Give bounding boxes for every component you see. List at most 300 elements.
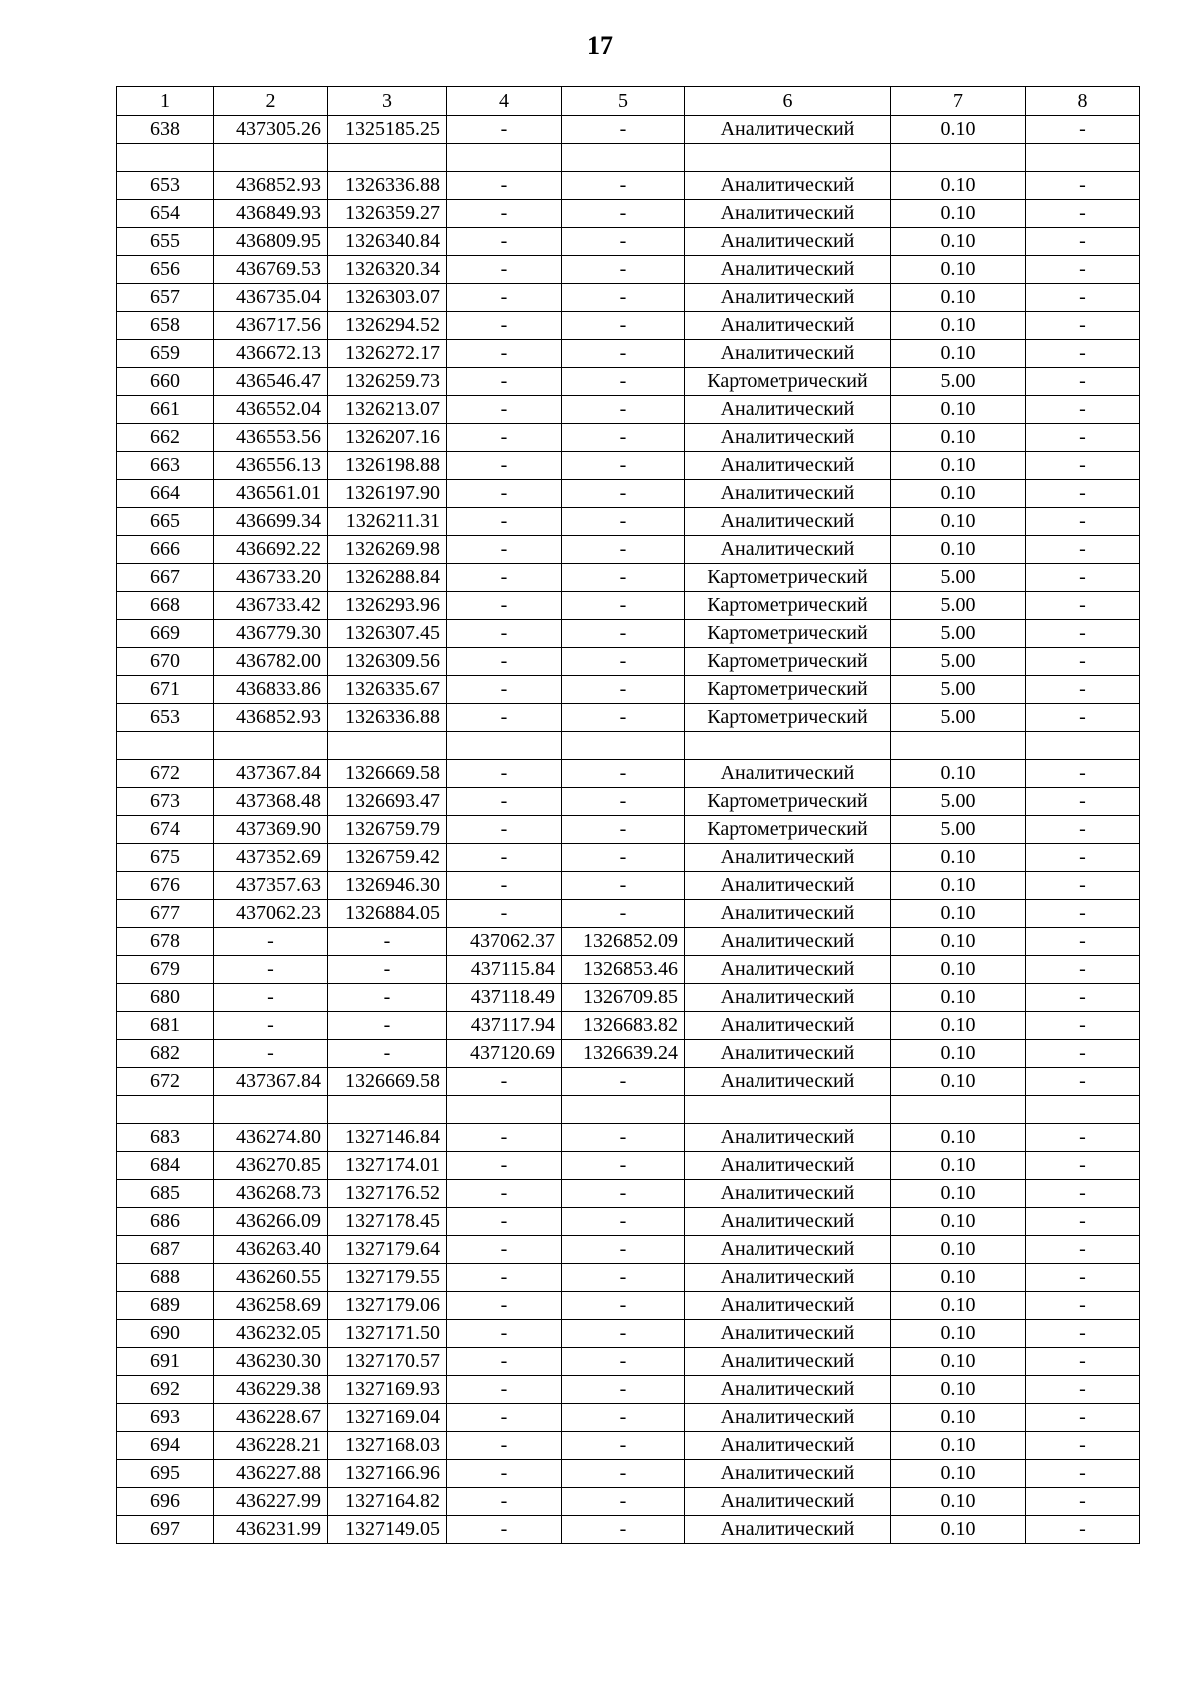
table-cell: 655 [117, 228, 214, 256]
table-cell [447, 144, 562, 172]
table-cell: - [447, 760, 562, 788]
table-cell: - [562, 228, 685, 256]
table-cell: - [214, 1012, 328, 1040]
table-cell: 1327169.93 [328, 1376, 447, 1404]
table-row [117, 620, 1140, 648]
table-cell: - [447, 1516, 562, 1544]
table-cell: 0.10 [891, 312, 1026, 340]
table-cell: - [447, 1404, 562, 1432]
table-cell [214, 1096, 328, 1124]
table-cell: 436852.93 [214, 704, 328, 732]
table-cell: 1326269.98 [328, 536, 447, 564]
table-cell: - [562, 872, 685, 900]
table-cell: Аналитический [685, 1376, 891, 1404]
column-header-1: 1 [117, 87, 214, 116]
table-cell: - [562, 200, 685, 228]
table-cell: - [447, 564, 562, 592]
table-row [117, 1124, 1140, 1152]
table-cell: - [1026, 1516, 1140, 1544]
table-cell: 672 [117, 760, 214, 788]
table-cell: 436733.20 [214, 564, 328, 592]
table-cell: - [562, 900, 685, 928]
table-cell: Аналитический [685, 1012, 891, 1040]
table-cell: 1326359.27 [328, 200, 447, 228]
table-cell: 0.10 [891, 1152, 1026, 1180]
table-cell: 690 [117, 1320, 214, 1348]
table-row [117, 872, 1140, 900]
table-cell: 1327178.45 [328, 1208, 447, 1236]
table-row [117, 396, 1140, 424]
table-cell: - [447, 704, 562, 732]
table-cell: - [447, 480, 562, 508]
table-cell: - [447, 536, 562, 564]
table-cell: - [562, 1152, 685, 1180]
table-cell: 694 [117, 1432, 214, 1460]
table-cell: - [1026, 676, 1140, 704]
table-cell: 436274.80 [214, 1124, 328, 1152]
table-cell: - [328, 984, 447, 1012]
table-cell: Аналитический [685, 1236, 891, 1264]
table-cell: - [562, 368, 685, 396]
table-cell: 661 [117, 396, 214, 424]
table-cell: - [447, 844, 562, 872]
table-cell: 437368.48 [214, 788, 328, 816]
table-row [117, 1264, 1140, 1292]
table-cell: - [447, 396, 562, 424]
table-cell: 1326288.84 [328, 564, 447, 592]
table-cell: - [1026, 1348, 1140, 1376]
table-cell: 667 [117, 564, 214, 592]
table-cell: 436733.42 [214, 592, 328, 620]
table-row [117, 228, 1140, 256]
table-cell: 672 [117, 1068, 214, 1096]
table-cell: 1326309.56 [328, 648, 447, 676]
table-cell: - [1026, 984, 1140, 1012]
table-cell: 0.10 [891, 452, 1026, 480]
table-cell: 1326294.52 [328, 312, 447, 340]
table-cell: 1326946.30 [328, 872, 447, 900]
table-cell: 697 [117, 1516, 214, 1544]
table-cell: Аналитический [685, 1124, 891, 1152]
table-row [117, 704, 1140, 732]
table-cell: - [447, 1460, 562, 1488]
table-cell: 695 [117, 1460, 214, 1488]
table-cell: 436561.01 [214, 480, 328, 508]
table-cell [1026, 144, 1140, 172]
table-cell: - [1026, 424, 1140, 452]
table-cell: 5.00 [891, 676, 1026, 704]
table-cell: 691 [117, 1348, 214, 1376]
table-cell: - [447, 1376, 562, 1404]
table-row [117, 648, 1140, 676]
table-cell: 1326853.46 [562, 956, 685, 984]
table-cell: 0.10 [891, 1488, 1026, 1516]
table-row [117, 480, 1140, 508]
table-cell: - [562, 284, 685, 312]
table-cell: - [447, 284, 562, 312]
table-cell: 681 [117, 1012, 214, 1040]
table-cell: 1327179.06 [328, 1292, 447, 1320]
table-cell: Аналитический [685, 256, 891, 284]
table-cell: - [562, 1488, 685, 1516]
table-cell: 1326335.67 [328, 676, 447, 704]
table-cell: 436232.05 [214, 1320, 328, 1348]
table-cell [214, 144, 328, 172]
table-row [117, 564, 1140, 592]
table-cell: - [562, 1292, 685, 1320]
table-cell: 0.10 [891, 928, 1026, 956]
table-header-row [117, 87, 1140, 116]
table-cell: Аналитический [685, 424, 891, 452]
table-row [117, 900, 1140, 928]
table-cell: - [214, 956, 328, 984]
table-cell [117, 1096, 214, 1124]
table-cell: 696 [117, 1488, 214, 1516]
table-cell: 662 [117, 424, 214, 452]
table-cell: 659 [117, 340, 214, 368]
table-cell: 436258.69 [214, 1292, 328, 1320]
table-cell: 1326336.88 [328, 172, 447, 200]
table-cell: - [447, 1236, 562, 1264]
table-separator-row [117, 144, 1140, 172]
table-cell: - [562, 816, 685, 844]
table-cell: 1327170.57 [328, 1348, 447, 1376]
table-cell: 1325185.25 [328, 116, 447, 144]
table-cell: 0.10 [891, 116, 1026, 144]
table-cell: 437367.84 [214, 1068, 328, 1096]
table-row [117, 452, 1140, 480]
table-cell: 436699.34 [214, 508, 328, 536]
table-cell: 0.10 [891, 844, 1026, 872]
table-cell: 657 [117, 284, 214, 312]
table-cell: - [562, 1348, 685, 1376]
table-row [117, 1460, 1140, 1488]
table-cell: 436227.99 [214, 1488, 328, 1516]
table-cell: Картометрический [685, 816, 891, 844]
table-cell: - [447, 228, 562, 256]
table-cell: 437120.69 [447, 1040, 562, 1068]
table-cell: - [562, 480, 685, 508]
table-cell: 1326293.96 [328, 592, 447, 620]
table-cell: 674 [117, 816, 214, 844]
table-cell: 1327174.01 [328, 1152, 447, 1180]
table-cell: 692 [117, 1376, 214, 1404]
table-cell: - [447, 872, 562, 900]
table-cell: 437369.90 [214, 816, 328, 844]
table-cell: Аналитический [685, 200, 891, 228]
table-row [117, 368, 1140, 396]
table-cell: - [1026, 1068, 1140, 1096]
table-cell: - [1026, 564, 1140, 592]
table-cell: 437062.37 [447, 928, 562, 956]
table-cell: 676 [117, 872, 214, 900]
table-cell: - [1026, 1040, 1140, 1068]
table-cell: Аналитический [685, 1516, 891, 1544]
table-cell: 0.10 [891, 1208, 1026, 1236]
table-cell: - [562, 508, 685, 536]
table-cell: - [447, 340, 562, 368]
table-cell: - [562, 1068, 685, 1096]
table-cell: - [447, 592, 562, 620]
table-cell: 5.00 [891, 620, 1026, 648]
table-cell: 0.10 [891, 956, 1026, 984]
table-row [117, 1180, 1140, 1208]
table-cell: Аналитический [685, 844, 891, 872]
table-cell: 654 [117, 200, 214, 228]
table-cell: - [1026, 1404, 1140, 1432]
table-row [117, 956, 1140, 984]
table-cell: 0.10 [891, 1068, 1026, 1096]
table-cell: - [1026, 368, 1140, 396]
table-cell: 436228.67 [214, 1404, 328, 1432]
table-row [117, 1236, 1140, 1264]
table-row [117, 424, 1140, 452]
table-row [117, 1292, 1140, 1320]
table-cell: Аналитический [685, 312, 891, 340]
table-cell: - [562, 592, 685, 620]
table-cell: - [447, 1152, 562, 1180]
table-cell: - [562, 564, 685, 592]
table-cell: 1327179.64 [328, 1236, 447, 1264]
table-cell: - [447, 172, 562, 200]
table-cell: 1326197.90 [328, 480, 447, 508]
table-cell [1026, 732, 1140, 760]
table-cell [447, 1096, 562, 1124]
table-cell: Аналитический [685, 340, 891, 368]
table-cell: - [1026, 704, 1140, 732]
table-row [117, 1404, 1140, 1432]
table-cell: Картометрический [685, 592, 891, 620]
table-cell: 436809.95 [214, 228, 328, 256]
table-cell: 1326303.07 [328, 284, 447, 312]
table-cell: 0.10 [891, 1012, 1026, 1040]
table-cell: 685 [117, 1180, 214, 1208]
table-cell: Аналитический [685, 984, 891, 1012]
table-cell: 436735.04 [214, 284, 328, 312]
table-cell: - [562, 256, 685, 284]
table-cell: - [447, 1348, 562, 1376]
table-cell: - [562, 760, 685, 788]
table-cell: - [1026, 928, 1140, 956]
table-cell: Аналитический [685, 1432, 891, 1460]
table-cell: 687 [117, 1236, 214, 1264]
table-cell: 436546.47 [214, 368, 328, 396]
table-cell: 0.10 [891, 228, 1026, 256]
table-cell: Аналитический [685, 396, 891, 424]
table-cell: 658 [117, 312, 214, 340]
table-cell: - [562, 312, 685, 340]
table-cell: 436552.04 [214, 396, 328, 424]
table-row [117, 1432, 1140, 1460]
table-cell: - [447, 508, 562, 536]
table-row [117, 1040, 1140, 1068]
coordinates-table [116, 86, 1140, 1544]
table-cell: 0.10 [891, 480, 1026, 508]
table-cell: 656 [117, 256, 214, 284]
table-cell: 5.00 [891, 648, 1026, 676]
table-cell: 436230.30 [214, 1348, 328, 1376]
table-cell: 688 [117, 1264, 214, 1292]
table-cell [447, 732, 562, 760]
table-cell: 5.00 [891, 564, 1026, 592]
table-cell: 1326336.88 [328, 704, 447, 732]
table-cell: - [214, 984, 328, 1012]
table-cell: 1327171.50 [328, 1320, 447, 1348]
table-cell [214, 732, 328, 760]
table-cell: 653 [117, 704, 214, 732]
table-cell: 670 [117, 648, 214, 676]
table-cell: Картометрический [685, 704, 891, 732]
table-row [117, 844, 1140, 872]
table-cell: 1327176.52 [328, 1180, 447, 1208]
table-cell: - [214, 1040, 328, 1068]
table-cell: 1326852.09 [562, 928, 685, 956]
table-cell: - [447, 1488, 562, 1516]
table-cell: 1326259.73 [328, 368, 447, 396]
table-cell: - [562, 1236, 685, 1264]
table-cell: 673 [117, 788, 214, 816]
table-cell: - [562, 1264, 685, 1292]
table-row [117, 312, 1140, 340]
table-cell: 436717.56 [214, 312, 328, 340]
table-cell: Картометрический [685, 620, 891, 648]
table-cell: - [328, 928, 447, 956]
table-cell: 5.00 [891, 816, 1026, 844]
table-cell: Аналитический [685, 1320, 891, 1348]
table-cell: 0.10 [891, 872, 1026, 900]
table-cell [891, 732, 1026, 760]
table-cell: 436260.55 [214, 1264, 328, 1292]
table-cell [1026, 1096, 1140, 1124]
table-cell: - [447, 452, 562, 480]
table-cell: 0.10 [891, 1320, 1026, 1348]
table-cell: 1326759.79 [328, 816, 447, 844]
table-cell: 1327168.03 [328, 1432, 447, 1460]
table-cell: 675 [117, 844, 214, 872]
table-cell: 436266.09 [214, 1208, 328, 1236]
table-cell: 436556.13 [214, 452, 328, 480]
table-cell: - [447, 620, 562, 648]
table-cell: 0.10 [891, 200, 1026, 228]
table-cell: - [1026, 760, 1140, 788]
table-cell: Аналитический [685, 1180, 891, 1208]
table-row [117, 676, 1140, 704]
table-cell: - [562, 116, 685, 144]
table-row [117, 284, 1140, 312]
table-cell: - [562, 536, 685, 564]
table-cell: Аналитический [685, 480, 891, 508]
table-cell: 5.00 [891, 704, 1026, 732]
table-cell: 1327149.05 [328, 1516, 447, 1544]
table-cell: 1326669.58 [328, 760, 447, 788]
table-cell: 0.10 [891, 1460, 1026, 1488]
table-cell: 680 [117, 984, 214, 1012]
table-cell: 0.10 [891, 536, 1026, 564]
table-cell: 0.10 [891, 1040, 1026, 1068]
table-cell: 0.10 [891, 1404, 1026, 1432]
table-cell: 0.10 [891, 508, 1026, 536]
table-cell: - [447, 648, 562, 676]
table-cell: 436769.53 [214, 256, 328, 284]
table-cell: - [1026, 1432, 1140, 1460]
table-cell: Аналитический [685, 508, 891, 536]
table-cell: - [1026, 1152, 1140, 1180]
table-cell: 1326639.24 [562, 1040, 685, 1068]
table-cell: - [1026, 1236, 1140, 1264]
table-row [117, 1068, 1140, 1096]
table-cell: - [562, 704, 685, 732]
table-cell: 0.10 [891, 1376, 1026, 1404]
table-cell: 1327164.82 [328, 1488, 447, 1516]
table-cell: - [1026, 620, 1140, 648]
table-cell: - [1026, 228, 1140, 256]
table-cell: 437115.84 [447, 956, 562, 984]
table-cell: 666 [117, 536, 214, 564]
table-cell: - [562, 452, 685, 480]
table-row [117, 1376, 1140, 1404]
table-cell: 1326207.16 [328, 424, 447, 452]
table-cell: 669 [117, 620, 214, 648]
table-cell: - [447, 424, 562, 452]
table-cell: - [562, 1180, 685, 1208]
table-cell: - [1026, 788, 1140, 816]
table-cell: 0.10 [891, 1292, 1026, 1320]
table-cell: 693 [117, 1404, 214, 1432]
table-separator-row [117, 1096, 1140, 1124]
table-cell: - [562, 1320, 685, 1348]
table-cell: 683 [117, 1124, 214, 1152]
table-cell: - [447, 676, 562, 704]
table-cell: 689 [117, 1292, 214, 1320]
table-cell: 436263.40 [214, 1236, 328, 1264]
table-cell [891, 1096, 1026, 1124]
table-cell: 436227.88 [214, 1460, 328, 1488]
table-row [117, 984, 1140, 1012]
table-row [117, 1152, 1140, 1180]
table-cell: - [328, 1040, 447, 1068]
table-cell: - [1026, 1264, 1140, 1292]
table-row [117, 340, 1140, 368]
table-cell: 0.10 [891, 1348, 1026, 1376]
table-cell: 1326683.82 [562, 1012, 685, 1040]
table-cell [562, 732, 685, 760]
table-row [117, 1208, 1140, 1236]
table-cell: - [447, 1320, 562, 1348]
table-cell: - [328, 1012, 447, 1040]
table-cell: - [1026, 816, 1140, 844]
table-cell: Аналитический [685, 956, 891, 984]
table-row [117, 760, 1140, 788]
table-cell: Аналитический [685, 1152, 891, 1180]
table-cell: - [562, 1124, 685, 1152]
table-cell: - [562, 1460, 685, 1488]
column-header-7: 7 [891, 87, 1026, 116]
table-cell: - [447, 900, 562, 928]
table-cell: 437357.63 [214, 872, 328, 900]
table-cell: 1326759.42 [328, 844, 447, 872]
table-cell: 638 [117, 116, 214, 144]
table-cell: 436229.38 [214, 1376, 328, 1404]
table-cell: Аналитический [685, 116, 891, 144]
table-cell: - [447, 1124, 562, 1152]
table-cell: 436779.30 [214, 620, 328, 648]
table-cell: 679 [117, 956, 214, 984]
table-cell: 0.10 [891, 1432, 1026, 1460]
table-cell: 1326884.05 [328, 900, 447, 928]
table-cell: Картометрический [685, 564, 891, 592]
table-cell: - [1026, 592, 1140, 620]
table-cell: 0.10 [891, 172, 1026, 200]
